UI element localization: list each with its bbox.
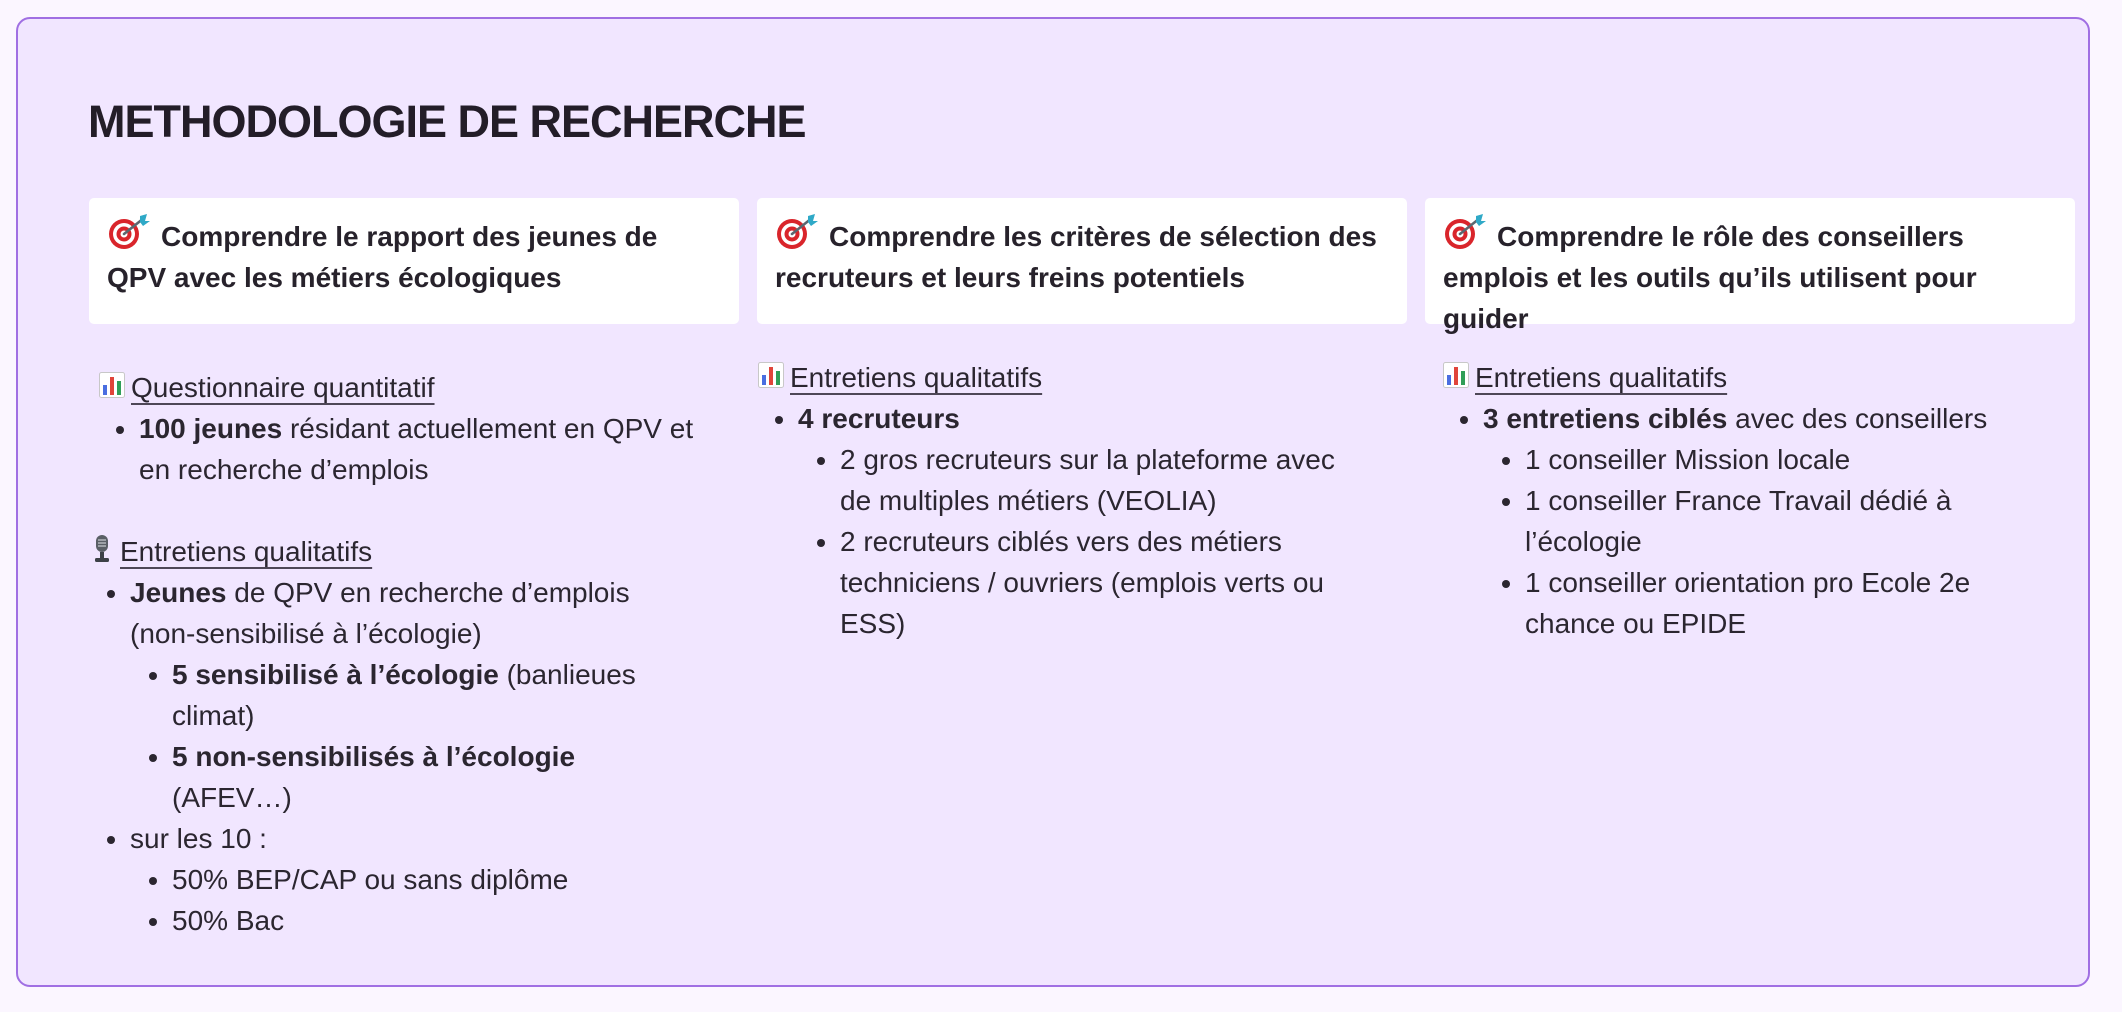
sub-bullet-list [798,439,1358,644]
section-quantitative-survey [99,367,699,490]
item-text: 1 conseiller Mission locale [1525,444,1851,475]
item-bold: 5 non-sensibilisés à l’écologie [172,741,576,772]
sub-list-item [172,900,700,941]
item-text: 1 conseiller orientation pro Ecole 2e chance ou EPIDE [1525,567,1971,639]
item-bold: 100 jeunes [139,413,283,444]
list-item [130,572,700,818]
section-heading-label: Questionnaire quantitatif [131,372,435,403]
page-title: METHODOLOGIE DE RECHERCHE [88,96,806,147]
section-qualitative-interviews-advisors [1443,357,2043,644]
item-bold: Jeunes [130,577,227,608]
item-text: 2 recruteurs ciblés vers des métiers techniciens / ouvriers (emplois verts ou ESS) [840,526,1324,639]
sub-list-item [840,439,1358,521]
goal-card-young-people [89,198,739,324]
section-heading [1443,357,2043,398]
section-heading-label: Entretiens qualitatifs [120,536,373,567]
sub-list-item [1525,439,2043,480]
item-text: résidant actuellement en QPV et en recherche d’emplois [139,413,694,485]
list-item [798,398,1358,644]
section-qualitative-interviews-youth [90,531,700,941]
target-icon [775,214,819,250]
section-heading-label: Entretiens qualitatifs [790,362,1043,393]
sub-list-item [840,521,1358,644]
microphone-icon [90,534,114,564]
section-heading [758,357,1358,398]
sub-bullet-list [1483,439,2043,644]
target-icon [1443,214,1487,250]
item-text: avec des conseillers [1727,403,1988,434]
item-text: (banlieues climat) [172,659,636,731]
target-icon [107,214,151,250]
section-heading [99,367,699,408]
sub-list-item [172,654,700,736]
section-heading [90,531,700,572]
sub-bullet-list [130,654,700,818]
sub-list-item [172,736,700,818]
list-item [130,818,700,941]
item-bold: 3 entretiens ciblés [1483,403,1728,434]
sub-list-item [172,859,700,900]
bullet-list [758,398,1358,644]
item-text: sur les 10 : [130,823,267,854]
item-bold: 5 sensibilisé à l’écologie [172,659,499,690]
bar-chart-icon [758,362,784,388]
item-bold: 4 recruteurs [798,403,960,434]
bar-chart-icon [99,372,125,398]
bullet-list [90,572,700,941]
goal-card-recruiters [757,198,1407,324]
goal-text: Comprendre le rôle des conseillers emplois et les outils qu’ils utilisent pour guider [1443,221,1977,334]
list-item [139,408,699,490]
sub-bullet-list [130,859,700,941]
goal-card-advisors [1425,198,2075,334]
section-heading-label: Entretiens qualitatifs [1475,362,1728,393]
sub-list-item [1525,562,2043,644]
item-text: 50% BEP/CAP ou sans diplôme [172,864,569,895]
goal-text: Comprendre les critères de sélection des recruteurs et leurs freins potentiels [775,221,1377,293]
sub-list-item [1525,480,2043,562]
bullet-list [1443,398,2043,644]
list-item [1483,398,2043,644]
goal-text: Comprendre le rapport des jeunes de QPV avec les métiers écologiques [107,221,658,293]
item-text: de QPV en recherche d’emplois (non-sensibilisé à l’écologie) [130,577,630,649]
item-text: 2 gros recruteurs sur la plateforme avec de multiples métiers (VEOLIA) [840,444,1335,516]
item-text: 1 conseiller France Travail dédié à l’écologie [1525,485,1952,557]
bar-chart-icon [1443,362,1469,388]
item-text: 50% Bac [172,905,285,936]
section-qualitative-interviews-recruiters [758,357,1358,644]
bullet-list [99,408,699,490]
item-text: (AFEV…) [172,782,292,813]
